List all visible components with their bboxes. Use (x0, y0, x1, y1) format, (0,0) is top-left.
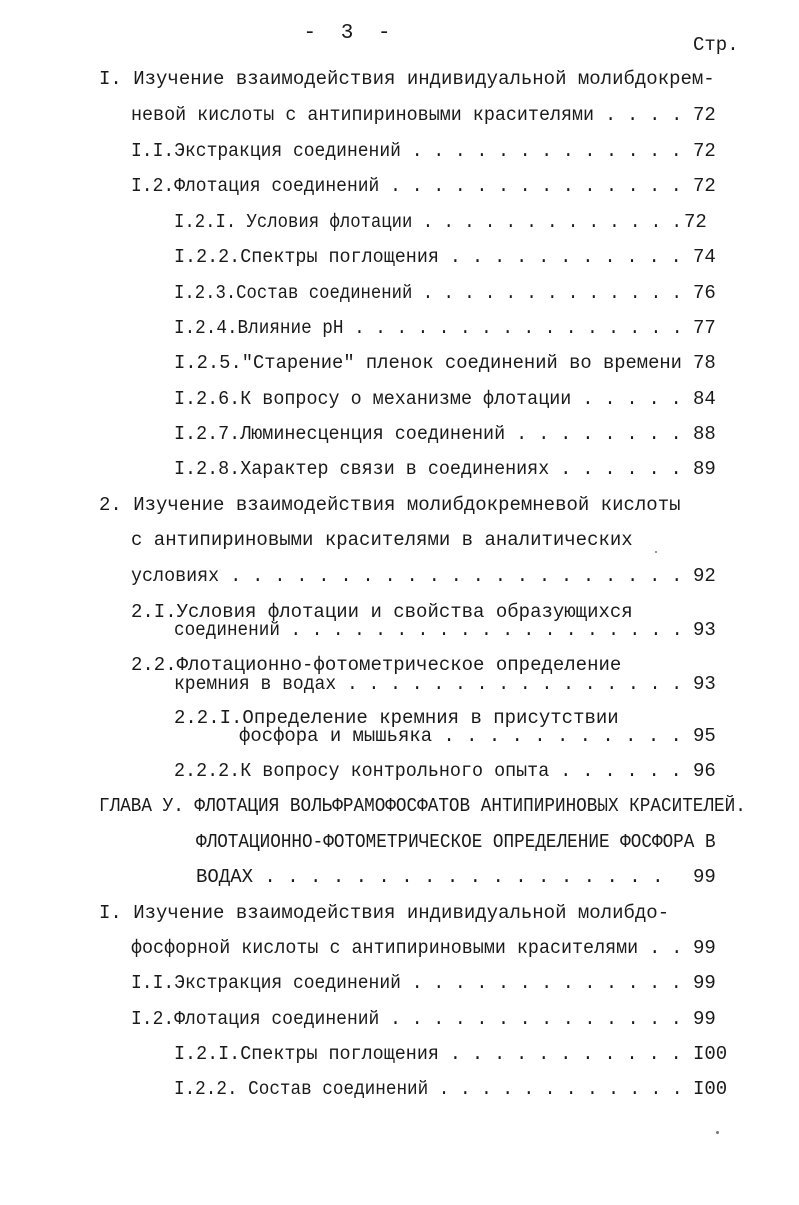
toc-entry-text: I.2.Флотация соединений . . . . . . . . . . . . . . (131, 175, 682, 197)
toc-entry-text: I.2.8.Характер связи в соединениях . . . . . . (174, 458, 682, 480)
toc-entry-text: I.2.Флотация соединений . . . . . . . . . . . . . . (131, 1008, 682, 1030)
toc-page-number: 96 (693, 760, 716, 782)
toc-entry-text: 2.2.I.Определение кремния в присутствии (174, 707, 619, 729)
toc-page-number: 95 (693, 725, 716, 747)
toc-entry-text: I. Изучение взаимодействия индивидуальной молибдо- (99, 902, 670, 924)
toc-entry-text: I.2.7.Люминесценция соединений . . . . . . . . (174, 423, 682, 445)
page-column-header: Стр. (693, 34, 739, 56)
page-number: - 3 - (303, 22, 397, 45)
toc-entry-text: фосфорной кислоты с антипириновыми красителями . . (131, 937, 683, 959)
toc-page-number: 89 (693, 458, 716, 480)
toc-entry-text: фосфора и мышьяка . . . . . . . . . . . (239, 725, 682, 747)
toc-entry-text: кремния в водах . . . . . . . . . . . . . . . . (174, 673, 683, 695)
toc-entry-text: I.2.2.Спектры поглощения . . . . . . . . . . . (174, 246, 682, 268)
toc-entry-text: соединений . . . . . . . . . . . . . . . . . . . (174, 619, 683, 641)
toc-page-number: 72 (693, 175, 716, 197)
toc-page-number: 72 (693, 140, 716, 162)
toc-entry-text: I.2.6.К вопросу о механизме флотации . . . . . (174, 388, 682, 410)
toc-entry-text: I.2.3.Состав соединений . . . . . . . . . . . . . (174, 282, 682, 304)
chapter-heading: ГЛАВА У. ФЛОТАЦИЯ ВОЛЬФРАМОФОСФАТОВ АНТИПИРИНОВЫХ КРАСИТЕЛЕЙ. (99, 795, 746, 817)
toc-entry-text: I.I.Экстракция соединений . . . . . . . . . . . . . (131, 140, 682, 162)
toc-entry-text: I.2.4.Влияние pH . . . . . . . . . . . . . . . . (174, 317, 683, 339)
toc-page-number: 99 (693, 866, 716, 888)
toc-page-number: 72 (693, 104, 716, 126)
toc-entry-text: I.2.5."Старение" пленок соединений во времени (174, 352, 682, 374)
toc-entry-text: 2.2.2.К вопросу контрольного опыта . . . . . . (174, 760, 682, 782)
toc-entry-text: 2.I.Условия флотации и свойства образующихся (131, 601, 633, 623)
toc-page-number: 74 (693, 246, 716, 268)
chapter-heading: ВОДАХ . . . . . . . . . . . . . . . . . . (196, 866, 664, 888)
toc-page-number: 99 (693, 972, 716, 994)
toc-entry-text: I.2.2. Состав соединений . . . . . . . . . . . . (174, 1078, 683, 1100)
toc-page-number: 88 (693, 423, 716, 445)
toc-entry-text: с антипириновыми красителями в аналитических (131, 529, 633, 551)
toc-entry-text: 2.2.Флотационно-фотометрическое определение (131, 654, 622, 676)
toc-entry-text: I.I.Экстракция соединений . . . . . . . . . . . . . (131, 972, 682, 994)
toc-entry-text: условиях . . . . . . . . . . . . . . . . . . . . . (131, 565, 683, 587)
toc-page-number: 77 (693, 317, 716, 339)
toc-page-number: 72 (684, 211, 707, 233)
toc-page-number: 78 (693, 352, 716, 374)
toc-page-number: I00 (693, 1043, 728, 1065)
chapter-heading: ФЛОТАЦИОННО-ФОТОМЕТРИЧЕСКОЕ ОПРЕДЕЛЕНИЕ ФОСФОРА В (196, 831, 716, 853)
toc-page-number: 92 (693, 565, 716, 587)
toc-entry-text: I. Изучение взаимодействия индивидуальной молибдокрем- (99, 68, 715, 90)
toc-page-number: 76 (693, 282, 716, 304)
toc-entry-text: I.2.I. Условия флотации . . . . . . . . . . . . . (174, 211, 682, 233)
scan-speck (716, 1131, 719, 1134)
toc-entry-text: I.2.I.Спектры поглощения . . . . . . . . . . . (174, 1043, 682, 1065)
toc-page-number: 84 (693, 388, 716, 410)
toc-page-number: 99 (693, 1008, 716, 1030)
toc-page-number: 93 (693, 673, 716, 695)
toc-page-number: 99 (693, 937, 716, 959)
toc-page-number: 93 (693, 619, 716, 641)
scan-speck (655, 551, 657, 553)
toc-entry-text: невой кислоты с антипириновыми красителями . . . . (131, 104, 683, 126)
toc-entry-text: 2. Изучение взаимодействия молибдокремневой кислоты (99, 494, 681, 516)
toc-page-number: I00 (693, 1078, 728, 1100)
